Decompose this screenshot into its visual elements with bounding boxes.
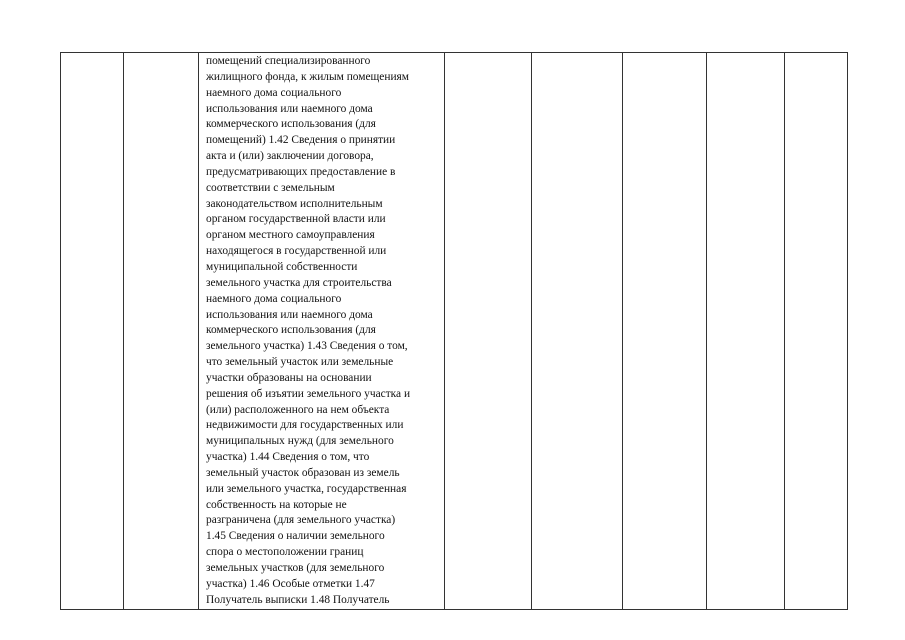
table-cell-7 bbox=[707, 53, 785, 610]
text-line: муниципальных нужд (для земельного bbox=[206, 435, 394, 448]
table-cell-2 bbox=[124, 53, 199, 610]
table-row bbox=[61, 53, 848, 610]
text-line: (или) расположенного на нем объекта bbox=[206, 403, 390, 416]
text-line: использования или наемного дома bbox=[206, 102, 373, 115]
table-cell-5 bbox=[532, 53, 623, 610]
text-line: жилищного фонда, к жилым помещениям bbox=[206, 70, 410, 83]
text-line: муниципальной собственности bbox=[206, 260, 358, 273]
text-line: законодательством исполнительным bbox=[206, 197, 383, 210]
text-line: земельный участок образован из земель bbox=[206, 466, 400, 479]
table-cell-1 bbox=[61, 53, 124, 610]
table-cell-6 bbox=[623, 53, 707, 610]
text-line: спора о местоположении границ bbox=[206, 546, 364, 559]
text-line: коммерческого использования (для bbox=[206, 118, 376, 131]
text-line: земельного участка) 1.43 Сведения о том, bbox=[206, 340, 408, 353]
text-line: собственность на которые не bbox=[206, 498, 347, 511]
text-line: Получатель выписки 1.48 Получатель bbox=[206, 593, 390, 606]
text-line: наемного дома социального bbox=[206, 86, 342, 99]
text-line: коммерческого использования (для bbox=[206, 324, 376, 337]
text-line: решения об изъятии земельного участка и bbox=[206, 387, 411, 400]
text-line: помещений) 1.42 Сведения о принятии bbox=[206, 134, 396, 147]
table-cell-content bbox=[199, 53, 445, 610]
text-line: помещений специализированного bbox=[206, 55, 371, 67]
document-table bbox=[60, 52, 848, 610]
text-line: или земельного участка, государственная bbox=[206, 482, 407, 495]
text-line: наемного дома социального bbox=[206, 292, 342, 305]
text-line: разграничена (для земельного участка) bbox=[206, 514, 396, 527]
text-line: что земельный участок или земельные bbox=[206, 356, 394, 369]
text-line: предусматривающих предоставление в bbox=[206, 165, 396, 178]
text-line: 1.45 Сведения о наличии земельного bbox=[206, 530, 385, 543]
table-cell-8 bbox=[785, 53, 848, 610]
text-line: участка) 1.46 Особые отметки 1.47 bbox=[206, 577, 375, 590]
text-line: земельных участков (для земельного bbox=[206, 562, 385, 574]
text-line: земельного участка для строительства bbox=[206, 276, 392, 289]
text-line: участка) 1.44 Сведения о том, что bbox=[206, 451, 370, 464]
text-line: акта и (или) заключении договора, bbox=[206, 150, 374, 163]
text-line: участки образованы на основании bbox=[206, 371, 372, 384]
text-line: использования или наемного дома bbox=[206, 308, 373, 321]
text-line: недвижимости для государственных или bbox=[206, 419, 404, 432]
text-line: находящегося в государственной или bbox=[206, 245, 387, 258]
text-line: органом местного самоуправления bbox=[206, 229, 375, 242]
text-line: органом государственной власти или bbox=[206, 213, 386, 226]
cell-content-text bbox=[199, 53, 444, 609]
table-cell-4 bbox=[445, 53, 532, 610]
text-line: соответствии с земельным bbox=[206, 181, 335, 194]
